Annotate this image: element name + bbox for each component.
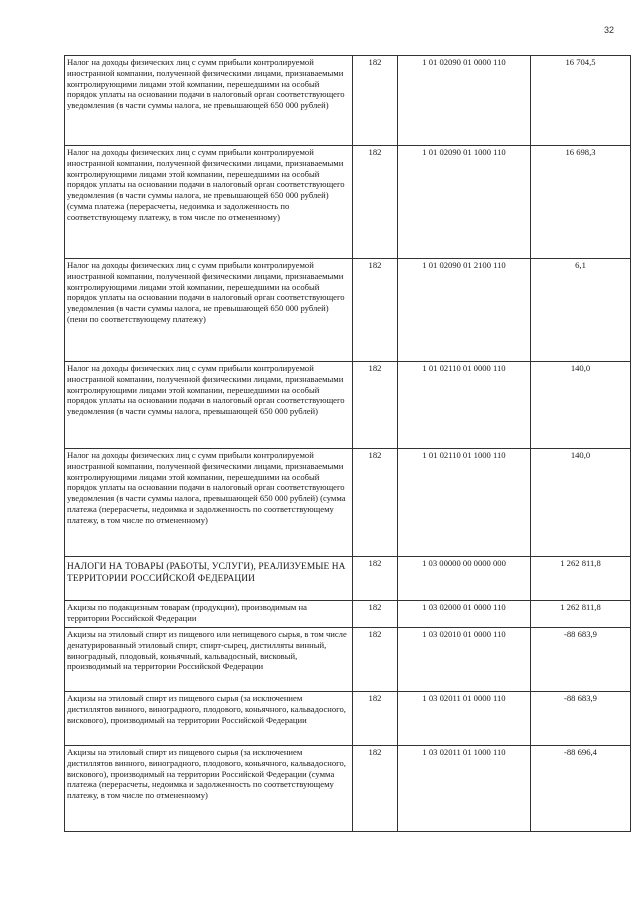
row-description: Акцизы по подакцизным товарам (продукции), производимым на территории Российской Федерации <box>65 601 353 628</box>
row-amount: 16 698,3 <box>531 146 631 259</box>
table-row <box>65 746 631 832</box>
table-row <box>65 692 631 746</box>
row-description: Акцизы на этиловый спирт из пищевого сырья (за исключением дистиллятов винного, виноградного, плодового, коньячного, кальвадосного, вискового), производимый на территории Российской Федерации <box>65 692 353 746</box>
row-description: Налог на доходы физических лиц с сумм прибыли контролируемой иностранной компании, полученной физическими лицами, признаваемыми контролирующими лицами этой компании, перешедшими на особый порядок уплаты на основании подачи в налоговый орган соответствующего уведомления (в части суммы налога, не превышающей 650 000 рублей) (сумма платежа (перерасчеты, недоимка и задолженность по соответствующему платежу, в том числе по отмененному) <box>65 146 353 259</box>
row-budget-code: 1 01 02090 01 1000 110 <box>398 146 531 259</box>
row-amount: 140,0 <box>531 362 631 449</box>
row-amount: -88 696,4 <box>531 746 631 832</box>
row-admin-code: 182 <box>353 56 398 146</box>
table-row <box>65 449 631 557</box>
row-budget-code: 1 03 02000 01 0000 110 <box>398 601 531 628</box>
row-budget-code: 1 03 02011 01 1000 110 <box>398 746 531 832</box>
row-description: Налог на доходы физических лиц с сумм прибыли контролируемой иностранной компании, полученной физическими лицами, признаваемыми контролирующими лицами этой компании, перешедшими на особый порядок уплаты на основании подачи в налоговый орган соответствующего уведомления (в части суммы налога, превышающей 650 000 рублей) <box>65 362 353 449</box>
row-admin-code: 182 <box>353 557 398 601</box>
table-row <box>65 628 631 692</box>
table-row <box>65 56 631 146</box>
row-description: Акцизы на этиловый спирт из пищевого или непищевого сырья, в том числе денатурированный этиловый спирт, спирт-сырец, дистилляты винный, виноградный, плодовый, коньячный, кальвадосный, висковый, производимый на территории Российской Федерации <box>65 628 353 692</box>
row-amount: 1 262 811,8 <box>531 601 631 628</box>
row-admin-code: 182 <box>353 146 398 259</box>
page-number: 32 <box>604 25 615 35</box>
table-row <box>65 601 631 628</box>
table-row <box>65 362 631 449</box>
table-row <box>65 259 631 362</box>
row-description: Акцизы на этиловый спирт из пищевого сырья (за исключением дистиллятов винного, виноградного, плодового, коньячного, кальвадосного, вискового), производимый на территории Российской Федерации (сумма платежа (перерасчеты, недоимка и задолженность по соответствующему платежу, в том числе по отмененному) <box>65 746 353 832</box>
row-amount: -88 683,9 <box>531 692 631 746</box>
row-budget-code: 1 03 00000 00 0000 000 <box>398 557 531 601</box>
row-amount: -88 683,9 <box>531 628 631 692</box>
row-description: Налог на доходы физических лиц с сумм прибыли контролируемой иностранной компании, полученной физическими лицами, признаваемыми контролирующими лицами этой компании, перешедшими на особый порядок уплаты на основании подачи в налоговый орган соответствующего уведомления (в части суммы налога, не превышающей 650 000 рублей) <box>65 56 353 146</box>
row-budget-code: 1 01 02090 01 0000 110 <box>398 56 531 146</box>
row-description: Налог на доходы физических лиц с сумм прибыли контролируемой иностранной компании, полученной физическими лицами, признаваемыми контролирующими лицами этой компании, перешедшими на особый порядок уплаты на основании подачи в налоговый орган соответствующего уведомления (в части суммы налога, не превышающей 650 000 рублей) (пени по соответствующему платежу) <box>65 259 353 362</box>
row-budget-code: 1 01 02110 01 1000 110 <box>398 449 531 557</box>
row-budget-code: 1 01 02090 01 2100 110 <box>398 259 531 362</box>
row-admin-code: 182 <box>353 449 398 557</box>
row-budget-code: 1 01 02110 01 0000 110 <box>398 362 531 449</box>
row-admin-code: 182 <box>353 601 398 628</box>
row-amount: 1 262 811,8 <box>531 557 631 601</box>
section-heading: НАЛОГИ НА ТОВАРЫ (РАБОТЫ, УСЛУГИ), РЕАЛИЗУЕМЫЕ НА ТЕРРИТОРИИ РОССИЙСКОЙ ФЕДЕРАЦИИ <box>65 557 353 601</box>
row-amount: 140,0 <box>531 449 631 557</box>
table-row <box>65 146 631 259</box>
row-amount: 16 704,5 <box>531 56 631 146</box>
row-admin-code: 182 <box>353 628 398 692</box>
row-budget-code: 1 03 02010 01 0000 110 <box>398 628 531 692</box>
row-amount: 6,1 <box>531 259 631 362</box>
row-admin-code: 182 <box>353 362 398 449</box>
row-admin-code: 182 <box>353 259 398 362</box>
revenue-table <box>64 55 631 832</box>
table-row <box>65 557 631 601</box>
row-admin-code: 182 <box>353 746 398 832</box>
row-admin-code: 182 <box>353 692 398 746</box>
row-budget-code: 1 03 02011 01 0000 110 <box>398 692 531 746</box>
row-description: Налог на доходы физических лиц с сумм прибыли контролируемой иностранной компании, полученной физическими лицами, признаваемыми контролирующими лицами этой компании, перешедшими на особый порядок уплаты на основании подачи в налоговый орган соответствующего уведомления (в части суммы налога, превышающей 650 000 рублей) (сумма платежа (перерасчеты, недоимка и задолженность по соответствующему платежу, в том числе по отмененному) <box>65 449 353 557</box>
